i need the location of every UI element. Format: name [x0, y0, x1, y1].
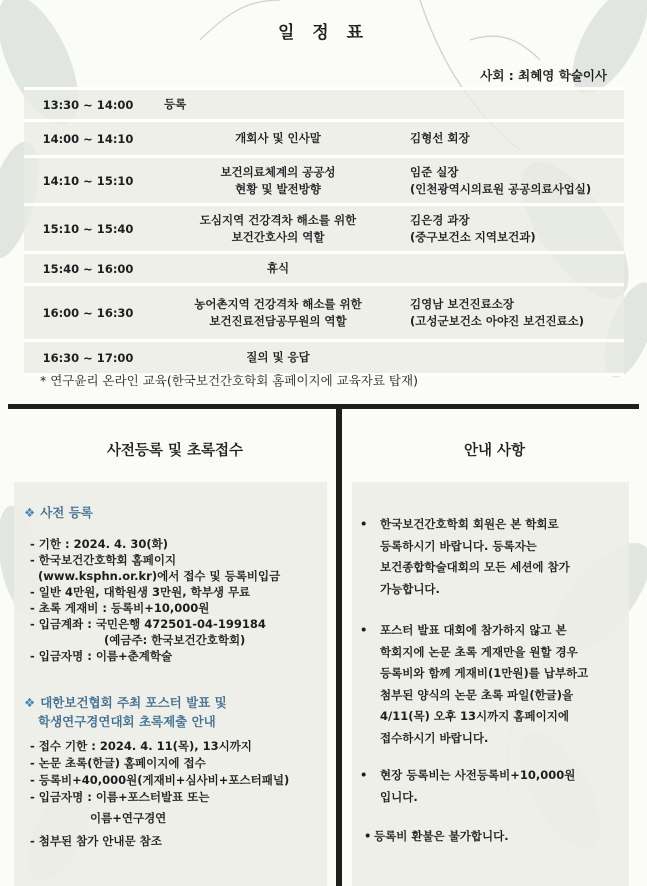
table-row [24, 89, 624, 121]
list-item: (www.ksphn.or.kr)에서 접수 및 등록비입금 [38, 569, 281, 583]
ethics-note: * 연구윤리 온라인 교육(한국보건간호학회 홈페이지에 교육자료 탑재) [40, 373, 418, 388]
program-line: 보건진료전담공무원의 역할 [209, 313, 347, 328]
notice-line: 등록비 환불은 불가합니다. [374, 829, 509, 843]
program-cell: 개회사 및 인사말 [152, 121, 404, 157]
pre-registration-list [30, 536, 280, 664]
table-row [24, 121, 624, 157]
list-item: - 논문 초록(한글) 홈페이지에 접수 [30, 756, 206, 770]
notice-line: 가능합니다. [380, 581, 440, 596]
poster-heading-line: 학생연구경연대회 초록제출 안내 [38, 714, 216, 729]
notice-item [364, 826, 509, 848]
poster-list [30, 738, 289, 850]
program-cell [152, 205, 404, 253]
page-title: 일 정 표 [277, 23, 370, 43]
program-line: 농어촌지역 건강격차 해소를 위한 [194, 296, 362, 311]
horizontal-divider [8, 404, 639, 409]
notice-line: 접수하시기 바랍니다. [380, 730, 489, 745]
table-row [24, 341, 624, 375]
list-item: (예금주: 한국보건간호학회) [104, 633, 246, 647]
list-item: - 한국보건간호학회 홈페이지 [30, 553, 177, 567]
program-cell [152, 285, 404, 341]
list-item: - 일반 4만원, 대학원생 3만원, 학부생 무료 [30, 585, 251, 599]
list-item: - 접수 기한 : 2024. 4. 11(목), 13시까지 [30, 739, 252, 753]
speaker-name: 김영남 보건진료소장 [410, 296, 514, 311]
table-row [24, 205, 624, 253]
notice-line: 포스터 발표 대회에 참가하지 않고 본 [380, 623, 567, 637]
pre-registration-heading [24, 503, 93, 522]
notice-item [360, 514, 570, 600]
program-line: 현황 및 발전방향 [235, 181, 321, 196]
program-line: 보건간호사의 역할 [231, 229, 325, 244]
program-cell [152, 157, 404, 205]
time-cell: 16:30 ~ 17:00 [24, 341, 152, 375]
list-item: - 입금자명 : 이름+포스터발표 또는 [30, 790, 210, 804]
program-line: 보건의료체계의 공공성 [220, 164, 336, 179]
notice-line: 등록비와 함께 게재비(1만원)를 납부하고 [380, 666, 589, 680]
poster-heading [24, 693, 227, 731]
speaker-affiliation: (중구보건소 지역보건과) [410, 229, 536, 244]
diamond-bullet-icon: ❖ [24, 695, 36, 710]
diamond-bullet-icon: ❖ [24, 505, 36, 520]
time-cell: 15:10 ~ 15:40 [24, 205, 152, 253]
notice-line: 등록하시기 바랍니다. 등록자는 [380, 538, 537, 553]
bullet-icon: • [360, 517, 368, 531]
notice-item [360, 765, 575, 808]
speaker-cell [404, 89, 624, 121]
speaker-cell [404, 205, 624, 253]
bullet-icon: • [364, 829, 372, 843]
schedule-table [24, 87, 624, 376]
notice-title: 안내 사항 [463, 443, 526, 459]
time-cell: 16:00 ~ 16:30 [24, 285, 152, 341]
list-item: - 입금계좌 : 국민은행 472501-04-199184 [30, 617, 266, 631]
list-item: - 등록비+40,000원(게재비+심사비+포스터패널) [30, 773, 290, 787]
speaker-affiliation: (고성군보건소 아야진 보건진료소) [410, 313, 585, 328]
pre-registration-heading-text: 사전 등록 [40, 505, 93, 520]
list-item: 이름+연구경연 [90, 811, 167, 825]
vertical-divider [336, 404, 342, 886]
notice-line: 입니다. [380, 789, 418, 804]
time-cell: 13:30 ~ 14:00 [24, 89, 152, 121]
time-cell: 14:00 ~ 14:10 [24, 121, 152, 157]
program-cell: 질의 및 응답 [152, 341, 404, 375]
program-cell: 등록 [152, 89, 404, 121]
program-line: 도심지역 건강격차 해소를 위한 [199, 212, 357, 227]
registration-title: 사전등록 및 초록접수 [106, 443, 244, 459]
list-item: - 입금자명 : 이름+춘계학술 [30, 649, 173, 663]
notice-line: 현장 등록비는 사전등록비+10,000원 [380, 768, 576, 782]
speaker-cell [404, 341, 624, 375]
notice-line: 보건종합학술대회의 모든 세션에 참가 [380, 560, 570, 574]
bullet-icon: • [360, 623, 368, 637]
time-cell: 14:10 ~ 15:10 [24, 157, 152, 205]
speaker-name: 김은경 과장 [410, 212, 470, 227]
notice-item [360, 620, 588, 749]
speaker-affiliation: (인천광역시의료원 공공의료사업실) [410, 181, 592, 196]
notice-line: 학회지에 논문 초록 게재만을 원할 경우 [380, 644, 578, 659]
time-cell: 15:40 ~ 16:00 [24, 253, 152, 285]
notice-line: 4/11(목) 오후 13시까지 홈페이지에 [380, 709, 569, 723]
program-cell: 휴식 [152, 253, 404, 285]
bullet-icon: • [360, 768, 368, 782]
poster-heading-line: 대한보건협회 주최 포스터 발표 및 [40, 695, 227, 710]
list-item: - 초록 게재비 : 등록비+10,000원 [30, 601, 210, 615]
host-label: 사회 : 최혜영 학술이사 [480, 68, 607, 83]
table-row [24, 285, 624, 341]
table-row [24, 157, 624, 205]
notice-line: 한국보건간호학회 회원은 본 학회로 [380, 517, 559, 531]
speaker-name: 임준 실장 [410, 164, 459, 179]
speaker-cell [404, 285, 624, 341]
list-item: - 기한 : 2024. 4. 30(화) [30, 537, 168, 551]
speaker-cell [404, 253, 624, 285]
notice-line: 첨부된 양식의 논문 초록 파일(한글)을 [380, 687, 574, 702]
list-item: - 첨부된 참가 안내문 참조 [30, 834, 162, 848]
table-row [24, 253, 624, 285]
speaker-cell [404, 157, 624, 205]
speaker-cell: 김형선 회장 [404, 121, 624, 157]
